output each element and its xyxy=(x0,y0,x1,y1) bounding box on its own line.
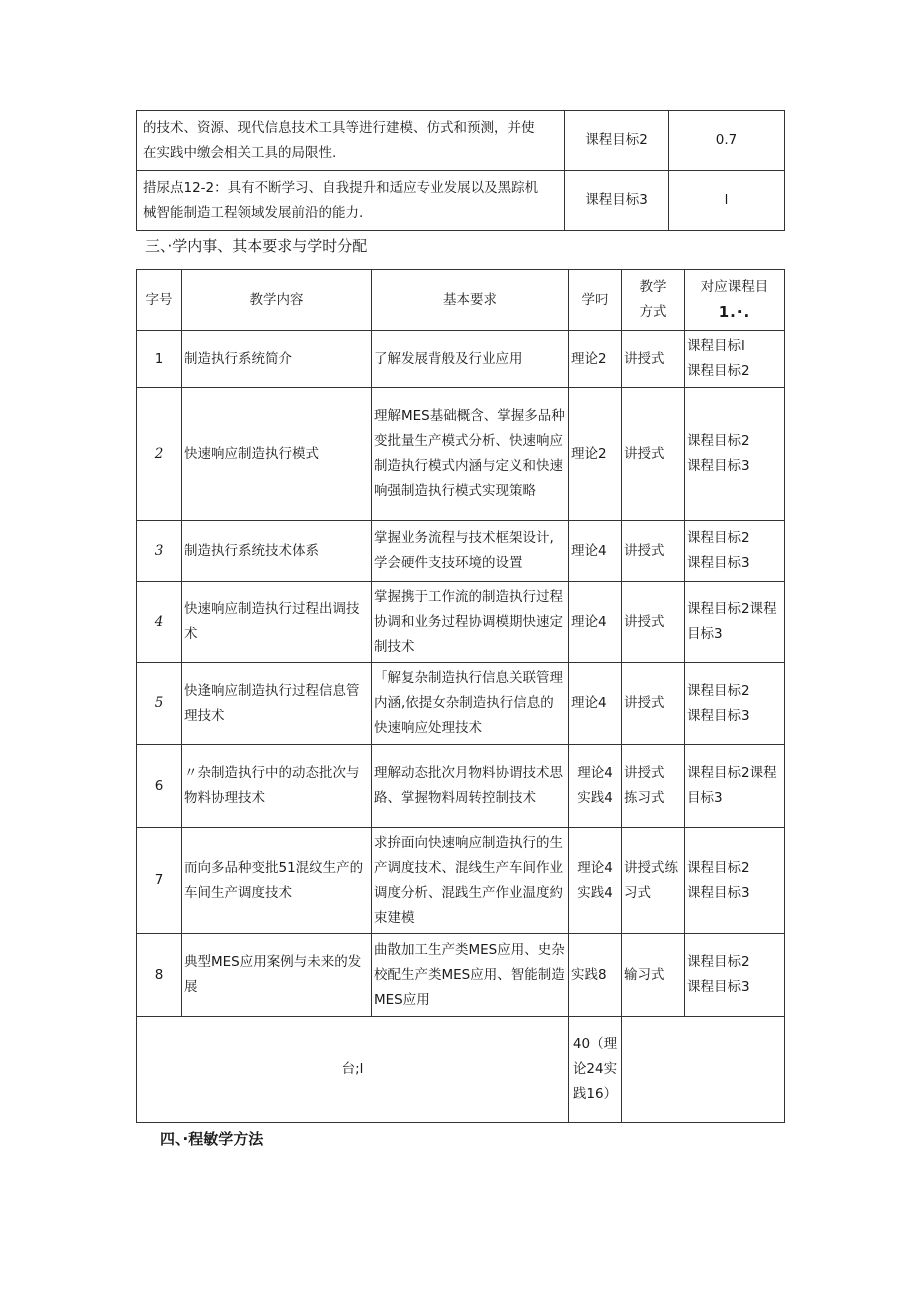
row-index: 6 xyxy=(137,745,182,828)
row-index: 4 xyxy=(137,582,182,663)
row-content: 快逢响应制造执行过程信息管理技术 xyxy=(182,663,372,745)
table-row xyxy=(137,521,785,582)
row-goal: 课程目标2 课程目标3 xyxy=(685,521,785,582)
row-index: 2 xyxy=(137,388,182,521)
table-row xyxy=(137,582,785,663)
table-row xyxy=(137,745,785,828)
table-row xyxy=(137,663,785,745)
row-goal: 课程目标2课程 目标3 xyxy=(685,745,785,828)
row-content: 制造执行系统技术体系 xyxy=(182,521,372,582)
goal-weight: l xyxy=(669,171,785,231)
row-goal: 课程目标2 课程目标3 xyxy=(685,828,785,934)
row-method: 讲授式 xyxy=(622,663,685,745)
table-row xyxy=(137,934,785,1017)
goal-weight: 0.7 xyxy=(669,111,785,171)
row-hours: 理论4 xyxy=(569,582,622,663)
header-requirement: 基本要求 xyxy=(372,270,569,331)
row-requirement: 求拚面向快速响应制造执行的生产调度技术、混线生产车间作业调度分析、混践生产作业温度約束建模 xyxy=(372,828,569,934)
row-content: 〃杂制造执行中的动态批次与物料协理技术 xyxy=(182,745,372,828)
row-hours: 理论4 xyxy=(569,663,622,745)
row-content: 快速响应制造执行过程出调技术 xyxy=(182,582,372,663)
row-goal: 课程目标2 课程目标3 xyxy=(685,663,785,745)
row-method: 讲授式 拣习式 xyxy=(622,745,685,828)
row-content: 快速响应制造执行模式 xyxy=(182,388,372,521)
row-requirement: 理解MES基础概含、掌握多品种变批量生产模式分析、快速响应制造执行模式内涵与定义和快速响强制造执行模式实现策略 xyxy=(372,388,569,521)
row-index: 1 xyxy=(137,331,182,388)
table-row xyxy=(137,171,785,231)
table-row xyxy=(137,111,785,171)
row-requirement: 掌握业务流程与技术框架设计,学会硬件支技环境的设置 xyxy=(372,521,569,582)
row-method: 讲授式 xyxy=(622,331,685,388)
row-content: 制造执行系统简介 xyxy=(182,331,372,388)
objective-description: 的技术、资源、现代信息技术工具等进行建模、仿式和预测，并使 在实践中缴会相关工具的局限性. xyxy=(137,111,565,171)
total-empty-cell xyxy=(622,1017,785,1123)
row-index: 8 xyxy=(137,934,182,1017)
row-method: 讲授式练习式 xyxy=(622,828,685,934)
section-heading: 三、·学内事、其本要求与学时分配 xyxy=(145,237,368,255)
row-goal: 课程目标2课程 目标3 xyxy=(685,582,785,663)
row-index: 7 xyxy=(137,828,182,934)
row-content: 典型MES应用案例与未来的发展 xyxy=(182,934,372,1017)
row-requirement: 「解复杂制造执行信息关联管理内涵,依提女杂制造执行信息的快速响应处理技术 xyxy=(372,663,569,745)
total-row xyxy=(137,1017,785,1123)
row-goal: 课程目标2 课程目标3 xyxy=(685,388,785,521)
row-method: 输习式 xyxy=(622,934,685,1017)
table-row xyxy=(137,388,785,521)
header-goal: 对应课程目 1.·. xyxy=(685,270,785,331)
course-goal: 课程目标3 xyxy=(565,171,669,231)
row-method: 讲授式 xyxy=(622,388,685,521)
total-hours: 40（理论24实践16） xyxy=(569,1017,622,1123)
row-method: 讲授式 xyxy=(622,521,685,582)
header-index: 字号 xyxy=(137,270,182,331)
table-header-row xyxy=(137,270,785,331)
row-goal: 课程目标2 课程目标3 xyxy=(685,934,785,1017)
header-hours: 学叼 xyxy=(569,270,622,331)
row-hours: 理论4 实践4 xyxy=(569,745,622,828)
row-hours: 理论4 实践4 xyxy=(569,828,622,934)
row-hours: 实践8 xyxy=(569,934,622,1017)
course-goal: 课程目标2 xyxy=(565,111,669,171)
row-requirement: 曲散加工生产类MES应用、史杂校配生产类MES应用、智能制造MES应用 xyxy=(372,934,569,1017)
row-index: 5 xyxy=(137,663,182,745)
objective-description: 措尿点12-2：具有不断学习、自我提升和适应专业发展以及黑踪机 械智能制造工程领域发展前沿的能力. xyxy=(137,171,565,231)
header-method: 教学 方式 xyxy=(622,270,685,331)
row-requirement: 理解动态批次月物料协谓技术思路、掌握物料周转控制技术 xyxy=(372,745,569,828)
objectives-table xyxy=(136,110,785,231)
total-label: 台;l xyxy=(137,1017,569,1123)
row-requirement: 了解发展背般及行业应用 xyxy=(372,331,569,388)
row-hours: 理论2 xyxy=(569,331,622,388)
row-requirement: 掌握携于工作流的制造执行过程协调和业务过程协调模期快速定制技术 xyxy=(372,582,569,663)
row-content: 而向多品种变批51混纹生产的车间生产调度技术 xyxy=(182,828,372,934)
row-hours: 理论2 xyxy=(569,388,622,521)
teaching-schedule-table xyxy=(136,269,785,1123)
row-goal: 课程目标l 课程目标2 xyxy=(685,331,785,388)
table-row xyxy=(137,828,785,934)
table-row xyxy=(137,331,785,388)
section-heading: 四、·程敏学方法 xyxy=(160,1130,264,1148)
row-index: 3 xyxy=(137,521,182,582)
row-method: 讲授式 xyxy=(622,582,685,663)
row-hours: 理论4 xyxy=(569,521,622,582)
header-content: 教学内容 xyxy=(182,270,372,331)
